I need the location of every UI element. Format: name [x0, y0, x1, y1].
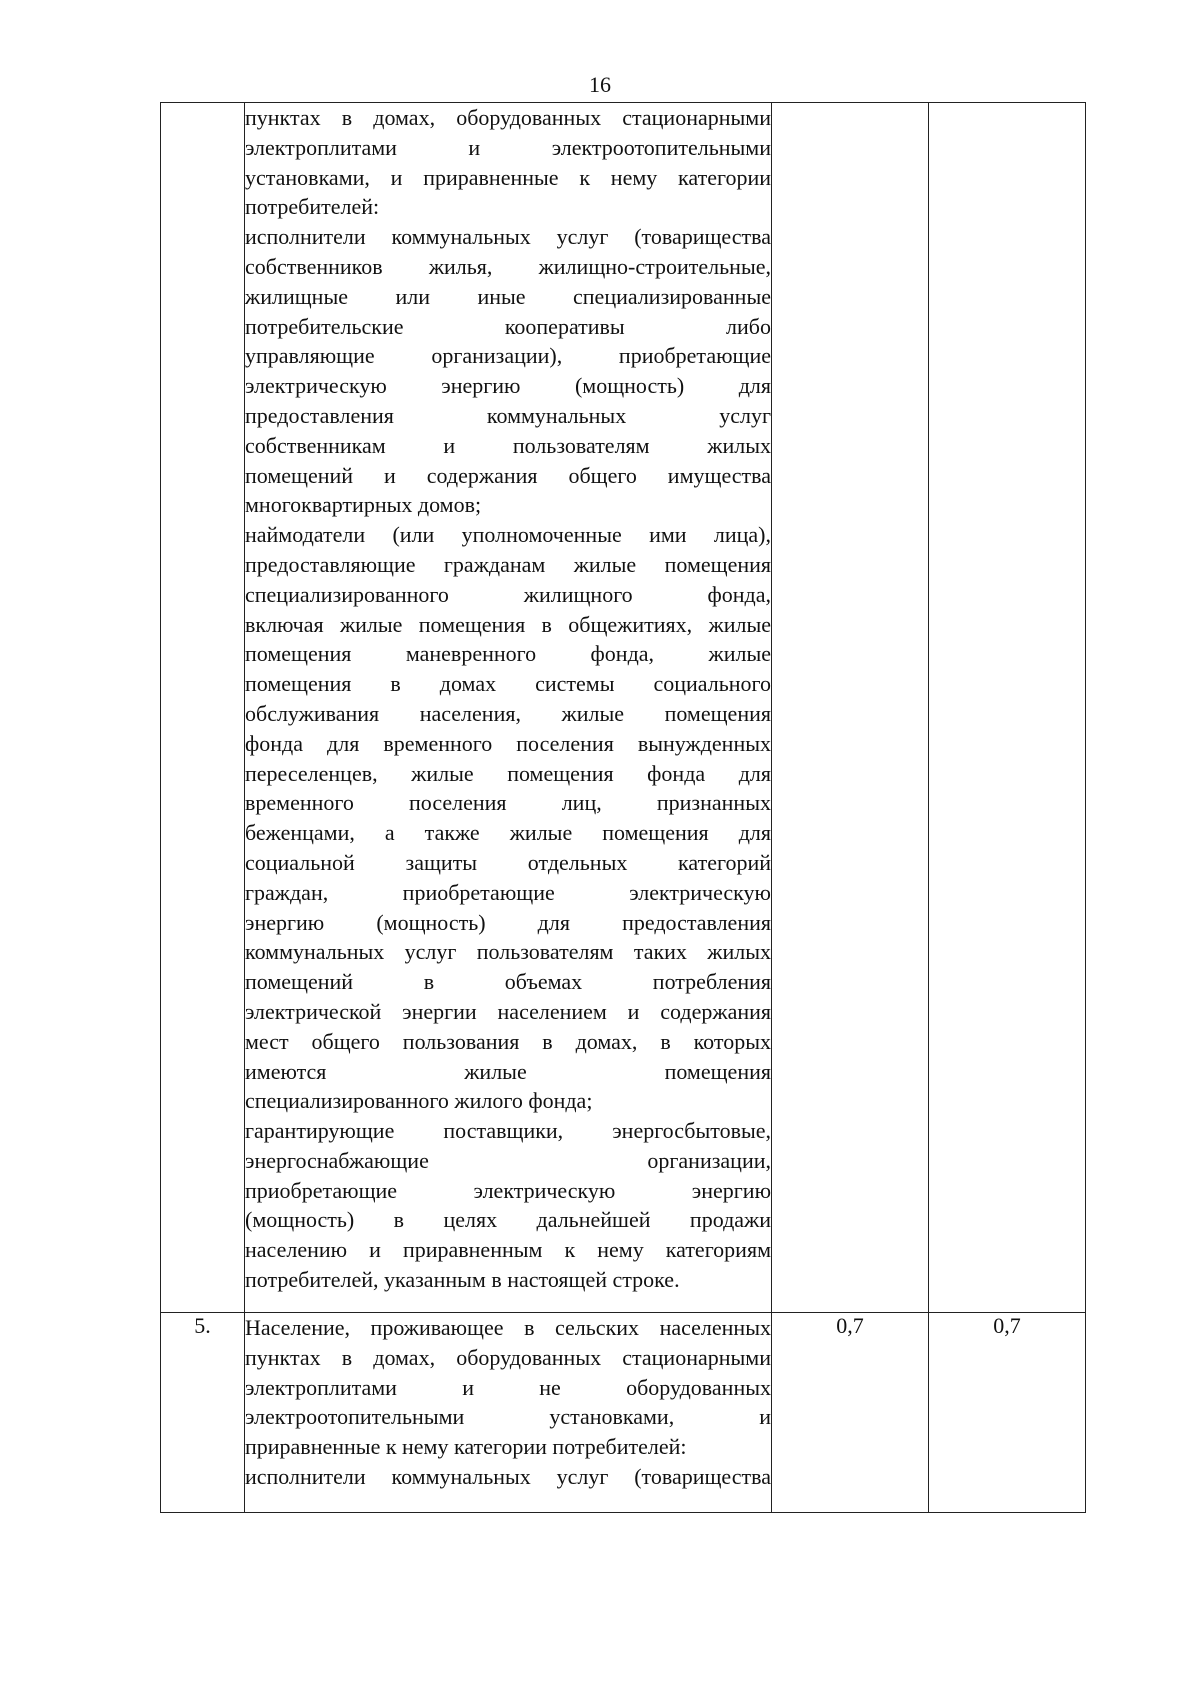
description-line: потребителей:	[245, 194, 380, 220]
description-line: граждан, приобретающие электрическую	[245, 879, 771, 905]
description-line: имеются жилые помещения	[245, 1058, 771, 1084]
row-number-cell: 5.	[161, 1313, 245, 1513]
description-line: предоставляющие гражданам жилые помещения	[245, 551, 771, 577]
description-line: пунктах в домах, оборудованных стационарными	[245, 105, 771, 130]
description-line: Население, проживающее в сельских населенных	[245, 1315, 771, 1340]
description-line: включая жилые помещения в общежитиях, жилые	[245, 611, 771, 637]
table-row	[161, 1313, 1086, 1513]
row-description-cell	[245, 103, 772, 1313]
description-line: энергоснабжающие организации,	[245, 1147, 771, 1173]
description-line: беженцами, а также жилые помещения для	[245, 820, 771, 846]
description-line: электрической энергии населением и содержания	[245, 998, 771, 1024]
description-line: приравненные к нему категории потребителей:	[245, 1434, 687, 1460]
description-line: жилищные или иные специализированные	[245, 283, 771, 309]
value-cell: 0,7	[929, 1313, 1086, 1513]
description-line: обслуживания населения, жилые помещения	[245, 700, 771, 726]
description-line: помещений и содержания общего имущества	[245, 462, 771, 488]
description-line: электрическую энергию (мощность) для	[245, 373, 771, 399]
description-line: собственникам и пользователям жилых	[245, 432, 771, 458]
description-line: исполнители коммунальных услуг (товарищества	[245, 224, 771, 250]
description-line: (мощность) в целях дальнейшей продажи	[245, 1207, 771, 1233]
tariff-table	[160, 102, 1086, 1513]
description-line: приобретающие электрическую энергию	[245, 1177, 771, 1203]
description-line: фонда для временного поселения вынужденных	[245, 730, 771, 756]
description-line: специализированного жилого фонда;	[245, 1088, 593, 1114]
description-line: управляющие организации), приобретающие	[245, 343, 771, 369]
table-row	[161, 103, 1086, 1313]
page-number: 16	[589, 72, 611, 97]
description-line: переселенцев, жилые помещения фонда для	[245, 760, 771, 786]
description-line: мест общего пользования в домах, в которых	[245, 1028, 771, 1054]
description-line: наймодатели (или уполномоченные ими лица),	[245, 522, 771, 548]
value-cell	[929, 103, 1086, 1313]
description-line: гарантирующие поставщики, энергосбытовые,	[245, 1118, 771, 1144]
row-description-cell	[245, 1313, 772, 1513]
description-line: энергию (мощность) для предоставления	[245, 909, 771, 935]
description-line: электроплитами и не оборудованных	[245, 1374, 771, 1400]
description-line: населению и приравненным к нему категориям	[245, 1237, 771, 1263]
description-line: многоквартирных домов;	[245, 492, 482, 518]
description-line: потребителей, указанным в настоящей строке.	[245, 1267, 680, 1293]
description-line: потребительские кооперативы либо	[245, 313, 771, 339]
description-line: временного поселения лиц, признанных	[245, 790, 771, 816]
description-line: исполнители коммунальных услуг (товарищества	[245, 1463, 771, 1489]
description-line: социальной защиты отдельных категорий	[245, 849, 771, 875]
description-line: установками, и приравненные к нему категории	[245, 164, 771, 190]
description-line: коммунальных услуг пользователям таких жилых	[245, 939, 771, 965]
description-line: предоставления коммунальных услуг	[245, 402, 771, 428]
row-number-cell	[161, 103, 245, 1313]
value-cell: 0,7	[772, 1313, 929, 1513]
description-line: помещения в домах системы социального	[245, 671, 771, 697]
value-cell	[772, 103, 929, 1313]
description-line: электроотопительными установками, и	[245, 1404, 771, 1430]
description-line: электроплитами и электроотопительными	[245, 134, 771, 160]
description-line: помещения маневренного фонда, жилые	[245, 641, 771, 667]
description-line: собственников жилья, жилищно-строительные,	[245, 253, 771, 279]
description-line: специализированного жилищного фонда,	[245, 581, 771, 607]
description-line: пунктах в домах, оборудованных стационарными	[245, 1344, 771, 1370]
description-line: помещений в объемах потребления	[245, 969, 771, 995]
